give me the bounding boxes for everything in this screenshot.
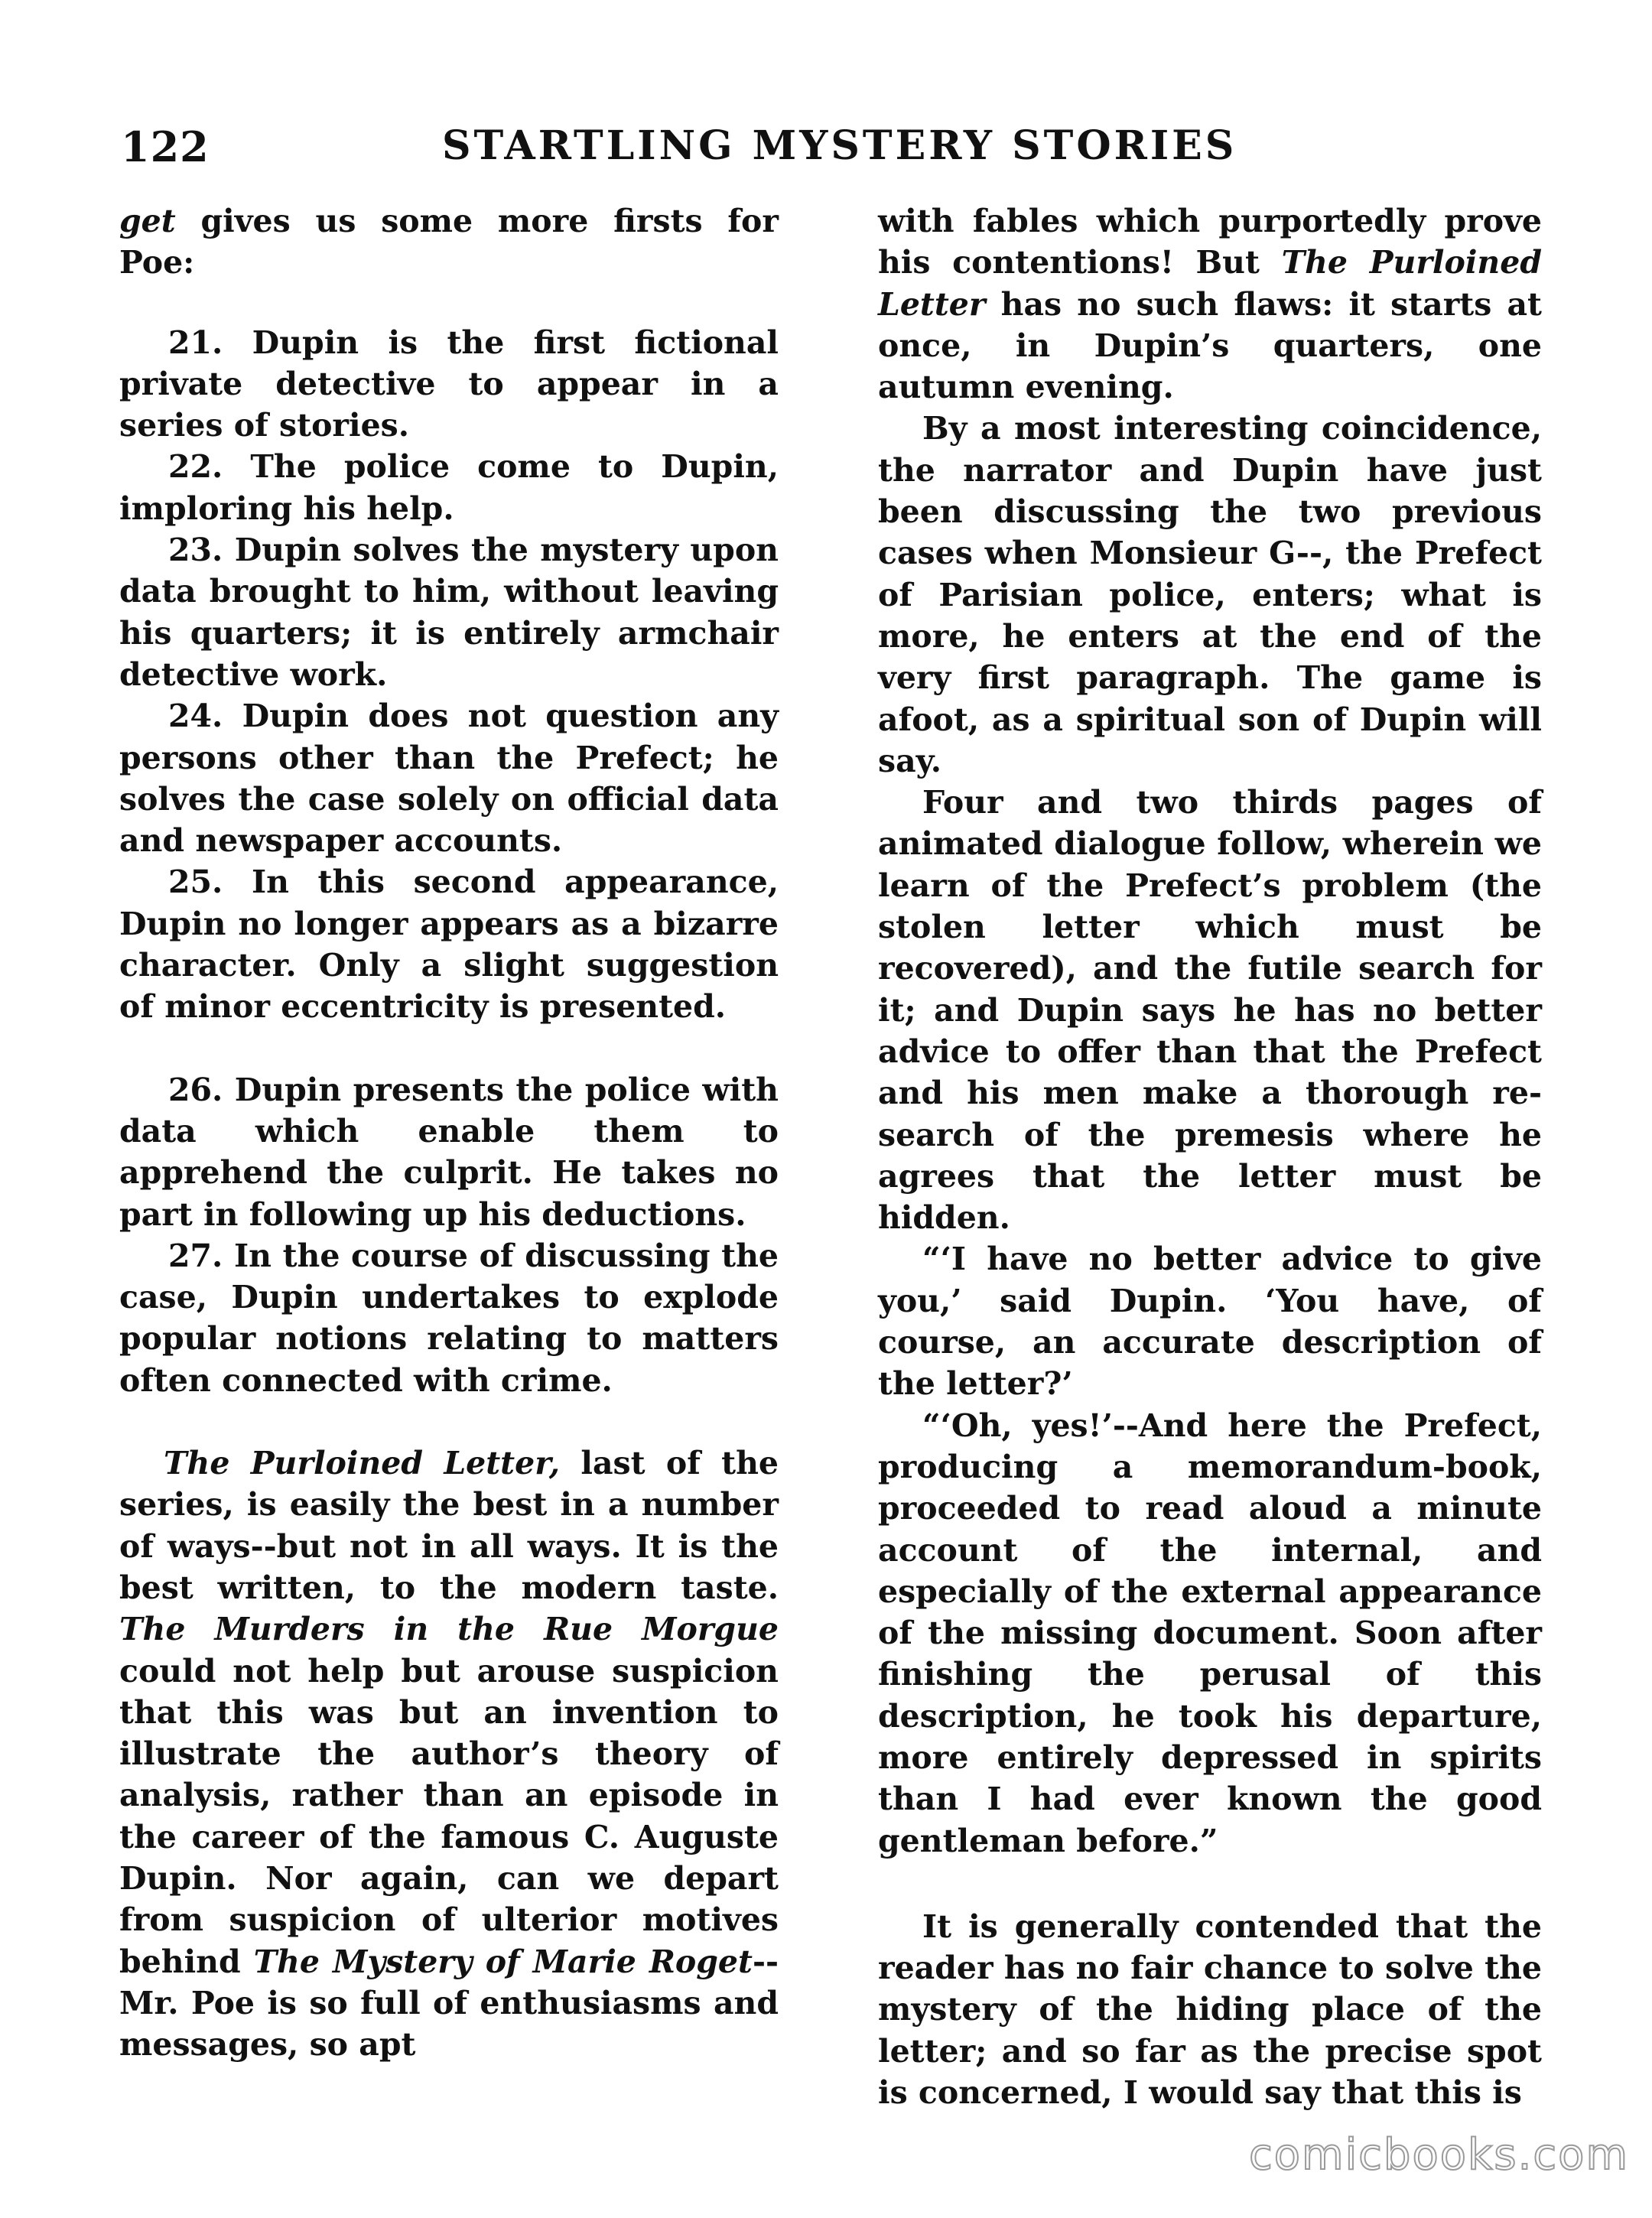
page-header bbox=[121, 122, 1536, 184]
right-column bbox=[878, 200, 1542, 2113]
dialogue-paragraph: Four and two thirds pages of animated dialogue follow, wherein we learn of the Prefect’s problem (the stolen letter which must be recovered), and the futile search for it; and Dupin says he has no better advice to offer than that the Prefect and his men make a thorough re-search of the premesis where he agrees that the letter must be hidden. bbox=[878, 784, 1542, 1237]
continuation-text-b: has no such flaws: it starts at once, in Dupin’s quarters, one autumn evening. bbox=[878, 285, 1542, 406]
title-marie-roget: The Mystery of Marie Roget bbox=[253, 1943, 753, 1980]
intro-paragraph bbox=[119, 200, 779, 284]
left-column bbox=[119, 200, 779, 2065]
list-item-22: 22. The police come to Dupin, imploring his help. bbox=[119, 448, 779, 527]
title-rue-morgue: The Murders in the Rue Morgue bbox=[119, 1611, 779, 1648]
purloined-letter-paragraph bbox=[119, 1442, 779, 2065]
running-title: STARTLING MYSTERY STORIES bbox=[442, 122, 1237, 169]
page-number: 122 bbox=[121, 122, 210, 171]
purloined-text-b: could not help but arouse suspicion that this was but an invention to illustrate the author’s theory of analysis, rather than an episode in the career of the famous C. Auguste Dupin. Nor again, can we depart from suspicion of ulterior motives behind bbox=[119, 1652, 779, 1980]
purloined-text-c: --Mr. Poe is so full of enthusiasms and messages, so apt bbox=[119, 1943, 779, 2064]
list-item-25: 25. In this second appearance, Dupin no longer appears as a bizarre character. Only a slight suggestion of minor eccentricity is presented. bbox=[119, 863, 779, 1026]
title-purloined-letter: The Purloined Letter, bbox=[164, 1445, 561, 1482]
purloined-text-a: last of the series, is easily the best in a number of ways--but not in all ways. It is the best written, to the modern taste. bbox=[119, 1445, 779, 1606]
coincidence-paragraph: By a most interesting coincidence, the narrator and Dupin have just been discussing the two previous cases when Monsieur G--, the Prefect of Parisian police, enters; what is more, he enters at the end of the very first paragraph. The game is afoot, as a spiritual son of Dupin will say. bbox=[878, 410, 1542, 779]
list-item-23: 23. Dupin solves the mystery upon data brought to him, without leaving his quarters; it is entirely armchair detective work. bbox=[119, 532, 779, 693]
list-item-26: 26. Dupin presents the police with data which enable them to apprehend the culprit. He takes no part in following up his deductions. bbox=[119, 1071, 779, 1233]
list-item-21: 21. Dupin is the first fictional private detective to appear in a series of stories. bbox=[119, 324, 779, 444]
title-purloined-letter-2: The Purloined Letter bbox=[878, 244, 1542, 323]
list-item-27: 27. In the course of discussing the case, Dupin undertakes to explode popular notions relating to matters often connected with crime. bbox=[119, 1237, 779, 1399]
list-item-24: 24. Dupin does not question any persons other than the Prefect; he solves the case solely on official data and newspaper accounts. bbox=[119, 698, 779, 860]
continuation-paragraph bbox=[878, 200, 1542, 408]
intro-italic: get bbox=[119, 203, 176, 239]
quote-paragraph-2: “‘Oh, yes!’--And here the Prefect, producing a memorandum-book, proceeded to read aloud a minute account of the internal, and especially of the external appearance of the missing document. Soon after finishing the perusal of this description, he took his departure, more entirely depressed in spirits than I had ever known the good gentleman before.” bbox=[878, 1407, 1542, 1859]
intro-text: gives us some more firsts for Poe: bbox=[119, 203, 779, 281]
continuation-text-a: with fables which purportedly prove his contentions! But bbox=[878, 203, 1542, 281]
contended-paragraph: It is generally contended that the reader has no fair chance to solve the mystery of the hiding place of the letter; and so far as the precise spot is concerned, I would say that this is bbox=[878, 1907, 1542, 2112]
quote-paragraph-1: “‘I have no better advice to give you,’ said Dupin. ‘You have, of course, an accurate description of the letter?’ bbox=[878, 1241, 1542, 1403]
watermark: comicbooks.com bbox=[1248, 2130, 1629, 2180]
